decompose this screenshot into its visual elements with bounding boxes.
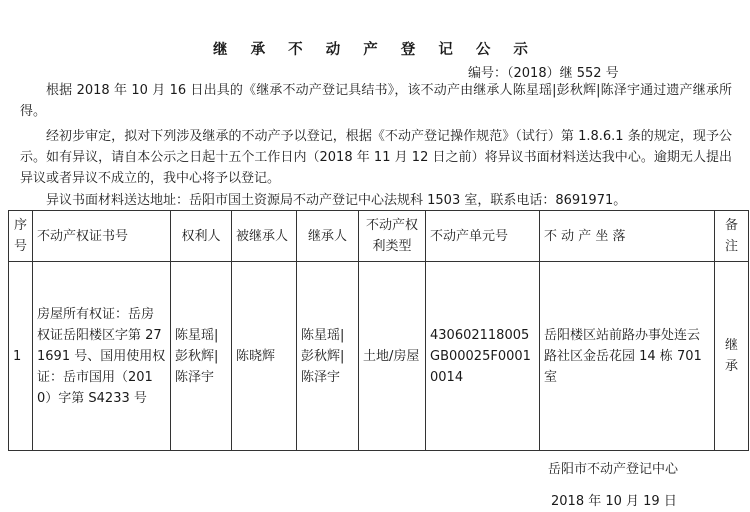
header-remark: 备注 bbox=[715, 211, 749, 262]
header-seq: 序号 bbox=[9, 211, 33, 262]
header-decedent: 被继承人 bbox=[232, 211, 297, 262]
cell-heir: 陈星瑶|彭秋辉|陈泽宇 bbox=[297, 262, 359, 451]
cell-owner: 陈星瑶|彭秋辉|陈泽宇 bbox=[171, 262, 232, 451]
cell-seq: 1 bbox=[9, 262, 33, 451]
document-number: 编号：（2018）继 552 号 bbox=[468, 66, 619, 81]
table-row bbox=[9, 262, 749, 451]
cell-remark: 继承 bbox=[715, 262, 749, 451]
issuing-organization: 岳阳市不动产登记中心 bbox=[548, 462, 679, 477]
cell-unit-no: 430602118005GB00025F00010014 bbox=[426, 262, 540, 451]
header-heir: 继承人 bbox=[297, 211, 359, 262]
registration-table bbox=[8, 210, 749, 451]
header-right-type: 不动产权利类型 bbox=[359, 211, 426, 262]
paragraph-address: 异议书面材料送达地址：岳阳市国土资源局不动产登记中心法规科 1503 室，联系电话：8691971。 bbox=[46, 193, 627, 208]
header-cert: 不动产权证书号 bbox=[33, 211, 171, 262]
cell-location: 岳阳楼区站前路办事处连云路社区金岳花园 14 栋 701 室 bbox=[540, 262, 715, 451]
header-location: 不 动 产 坐 落 bbox=[540, 211, 715, 262]
cell-cert: 房屋所有权证：岳房权证岳阳楼区字第 271691 号、国用使用权证：岳市国用（2010）字第 S4233 号 bbox=[33, 262, 171, 451]
cell-decedent: 陈晓辉 bbox=[232, 262, 297, 451]
cell-right-type: 土地/房屋 bbox=[359, 262, 426, 451]
paragraph-notice: 经初步审定，拟对下列涉及继承的不动产予以登记，根据《不动产登记操作规范》（试行）第 1.8.6.1 条的规定，现予公示。如有异议，请自本公示之日起十五个工作日内（2018 年 11 月 12 日之前）将异议书面材料送达我中心。逾期无人提出异议或者异议不成立的，我中心将予以登记。 bbox=[20, 129, 732, 186]
paragraph-basis: 根据 2018 年 10 月 16 日出具的《继承不动产登记具结书》，该不动产由继承人陈星瑶|彭秋辉|陈泽宇通过遗产继承所得。 bbox=[20, 83, 732, 119]
table-header-row bbox=[9, 211, 749, 262]
issue-date: 2018 年 10 月 19 日 bbox=[551, 494, 677, 509]
header-unit-no: 不动产单元号 bbox=[426, 211, 540, 262]
header-owner: 权利人 bbox=[171, 211, 232, 262]
document-title: 继 承 不 动 产 登 记 公 示 bbox=[213, 42, 537, 58]
